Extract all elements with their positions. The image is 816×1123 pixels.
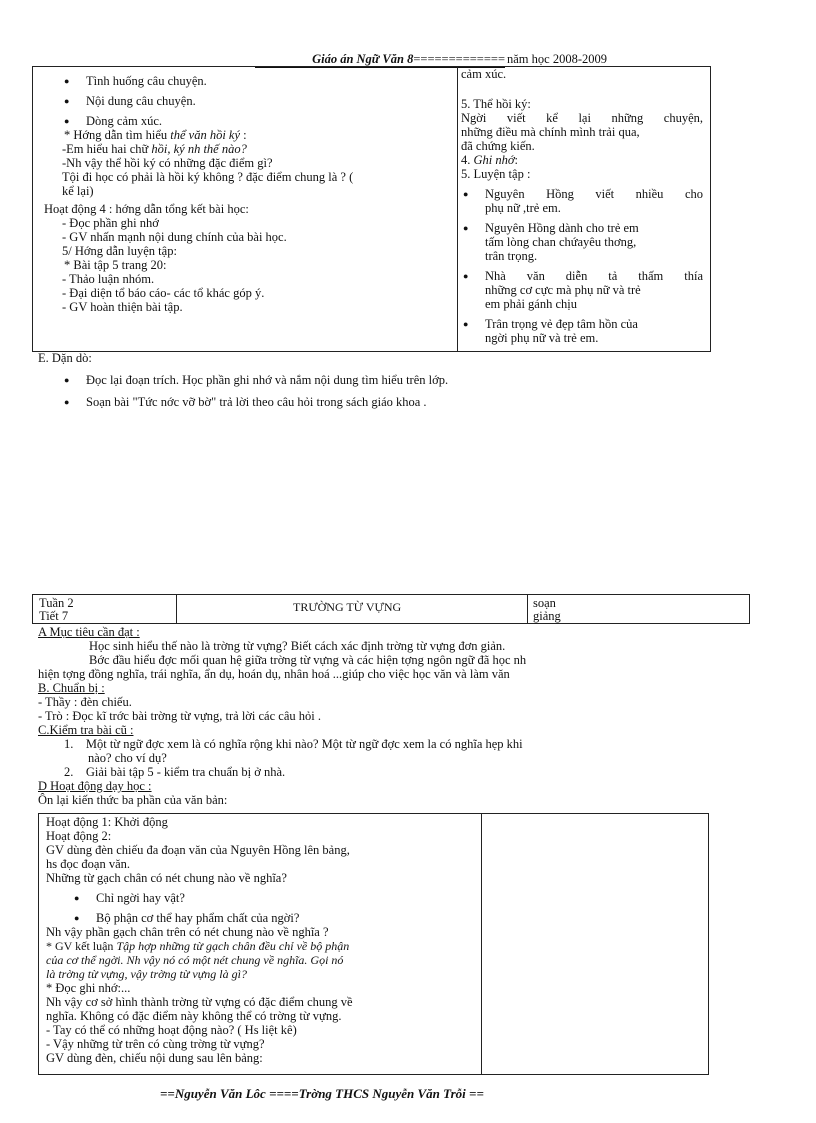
text-line: Ôn lại kiến thức ba phần của văn bản: (38, 793, 228, 807)
text-line: Học sinh hiểu thế nào là trờng từ vựng? Biết cách xác định trờng từ vựng đơn giản. (89, 639, 506, 653)
text-line: - Thầy : đèn chiếu. (38, 695, 132, 709)
text-line: Nh vậy phần gạch chân trên có nét chung nào về nghĩa ? (46, 925, 329, 939)
text-line: của cơ thể ngời. Nh vậy nó có một nét chung về nghĩa. Gọi nó (46, 953, 344, 967)
text-line: * GV kết luận Tập hợp những từ gạch chân đều chỉ về bộ phận (46, 939, 350, 953)
text-line: Hoạt động 1: Khởi động (46, 815, 168, 829)
list-item: ● Nội dung câu chuyện. (62, 94, 458, 108)
text-line: 5. Thể hồi ký: (461, 97, 531, 111)
list-item: ● Chỉ ngời hay vật? (72, 891, 478, 905)
list-item: ● Nguyên Hồng dành cho trẻ em tấm lòng chan chứayêu thơng, trân trọng. (461, 221, 703, 263)
page-footer: ==Nguyễn Văn Lôc ====Trờng THCS Nguyễn Văn Trỗi == (160, 1086, 484, 1101)
text-line: Những từ gạch chân có nét chung nào về nghĩa? (46, 871, 287, 885)
text-line: - Trò : Đọc kĩ trớc bài trờng từ vựng, trả lời các câu hỏi . (38, 709, 321, 723)
text-line: - Đại diện tổ báo cáo- các tổ khác góp ý. (62, 286, 265, 300)
list-item: ● Dòng cảm xúc. (62, 114, 458, 128)
list-item: ● Tình huống câu chuyện. (62, 74, 458, 88)
lesson-prep-giang: giảng (533, 609, 561, 623)
header-dashes: ============= (413, 52, 505, 66)
text-line: cảm xúc. (461, 67, 507, 81)
text-line: đã chứng kiến. (461, 139, 535, 153)
text-line: - Vậy những từ trên có cùng trờng từ vựng? (46, 1037, 265, 1051)
list-item: ● Soạn bài "Tức nớc vỡ bờ" trả lời theo câu hỏi trong sách giáo khoa . (62, 395, 738, 409)
text-line: Hoạt động 2: (46, 829, 112, 843)
text-line: Ngời viết kể lại những chuyện, (461, 111, 703, 125)
table2-left-col (46, 815, 478, 1065)
table1-right-col (461, 67, 703, 345)
list-item: ● Đọc lại đoạn trích. Học phần ghi nhớ và nắm nội dung tìm hiểu trên lớp. (62, 373, 738, 387)
list-item: ● Trân trọng vẻ đẹp tâm hồn của ngời phụ nữ và trẻ em. (461, 317, 703, 345)
text-line: là trờng từ vựng, vậy trờng từ vựng là gì? (46, 967, 247, 981)
text-line: kể lại) (62, 184, 94, 198)
header-title: Giáo án Ngữ Văn 8 (312, 52, 414, 66)
text-line: - GV nhấn mạnh nội dung chính của bài học. (62, 230, 287, 244)
text-line: - Tay có thể có những hoạt động nào? ( Hs liệt kê) (46, 1023, 297, 1037)
lesson-title: TRƯỜNG TỪ VỰNG (293, 600, 402, 614)
lesson-prep-soan: soạn (533, 596, 556, 610)
text-line: Nh vậy cơ sở hình thành trờng từ vựng có đặc điểm chung về (46, 995, 353, 1009)
section-heading: A Mục tiêu cần đạt : (38, 625, 140, 639)
text-line: - Thảo luận nhóm. (62, 272, 155, 286)
text-line: 5/ Hớng dẫn luyện tập: (62, 244, 177, 258)
homework-section (38, 351, 738, 409)
list-item: ● Bộ phận cơ thể hay phẩm chất của ngời? (72, 911, 478, 925)
text-line: -Em hiểu hai chữ hồi, ký nh thế nào? (62, 142, 247, 156)
text-line: 5. Luyện tập : (461, 167, 531, 181)
list-item: ● Nhà văn diễn tả thấm thía những cơ cực mà phụ nữ và trẻ em phải gánh chịu (461, 269, 703, 311)
text-line: GV dùng đèn, chiếu nội dung sau lên bảng: (46, 1051, 263, 1065)
text-line: hs đọc đoạn văn. (46, 857, 131, 871)
text-line: nào? cho ví dụ? (88, 751, 167, 765)
text-line: * Hớng dẫn tìm hiểu thể văn hồi ký : (64, 128, 247, 142)
page-header (255, 52, 645, 66)
list-item: 1. Một từ ngữ đợc xem là có nghĩa rộng khi nào? Một từ ngữ đợc xem la có nghĩa hẹp khi (64, 737, 523, 751)
text-line: Tội đi học có phải là hồi ký không ? đặc điểm chung là ? ( (62, 170, 354, 184)
lesson-header-table (32, 594, 750, 624)
text-line: GV dùng đèn chiếu đa đoạn văn của Nguyên Hồng lên bảng, (46, 843, 350, 857)
section-heading: D Hoạt động dạy học : (38, 779, 152, 793)
text-line: * Đọc ghi nhớ:... (46, 981, 131, 995)
list-item: 2. Giải bài tập 5 - kiểm tra chuẩn bị ở nhà. (64, 765, 286, 779)
lesson-period: Tiết 7 (39, 609, 69, 623)
section-heading: B. Chuẩn bị : (38, 681, 105, 695)
list-item: ● Nguyên Hồng viết nhiều cho phụ nữ ,trẻ em. (461, 187, 703, 215)
text-line: nghĩa. Không có đặc điểm này không thể có trờng từ vựng. (46, 1009, 342, 1023)
text-line: hiện tợng đồng nghĩa, trái nghĩa, ẩn dụ, hoán dụ, nhân hoá ...giúp cho việc học văn và làm văn (38, 667, 510, 681)
text-line: - GV hoàn thiện bài tập. (62, 300, 183, 314)
text-line: Bớc đầu hiểu đợc mối quan hệ giữa trờng từ vựng và các hiện tợng ngôn ngữ đã học nh (89, 653, 527, 667)
table1-left-col (38, 72, 458, 314)
text-line: -Nh vậy thể hồi ký có những đặc điểm gì? (62, 156, 273, 170)
homework-title: E. Dặn dò: (38, 351, 92, 365)
lesson-week: Tuần 2 (39, 596, 74, 610)
section-heading: C.Kiểm tra bài cũ : (38, 723, 134, 737)
text-line: - Đọc phần ghi nhớ (62, 216, 159, 230)
lesson-body (38, 625, 748, 807)
header-year: năm học 2008-2009 (507, 52, 607, 66)
text-line: Hoạt động 4 : hớng dẫn tổng kết bài học: (44, 202, 249, 216)
text-line: những điều mà chính mình trải qua, (461, 125, 640, 139)
text-line: 4. Ghi nhớ: (461, 153, 519, 167)
text-line: * Bài tập 5 trang 20: (64, 258, 167, 272)
